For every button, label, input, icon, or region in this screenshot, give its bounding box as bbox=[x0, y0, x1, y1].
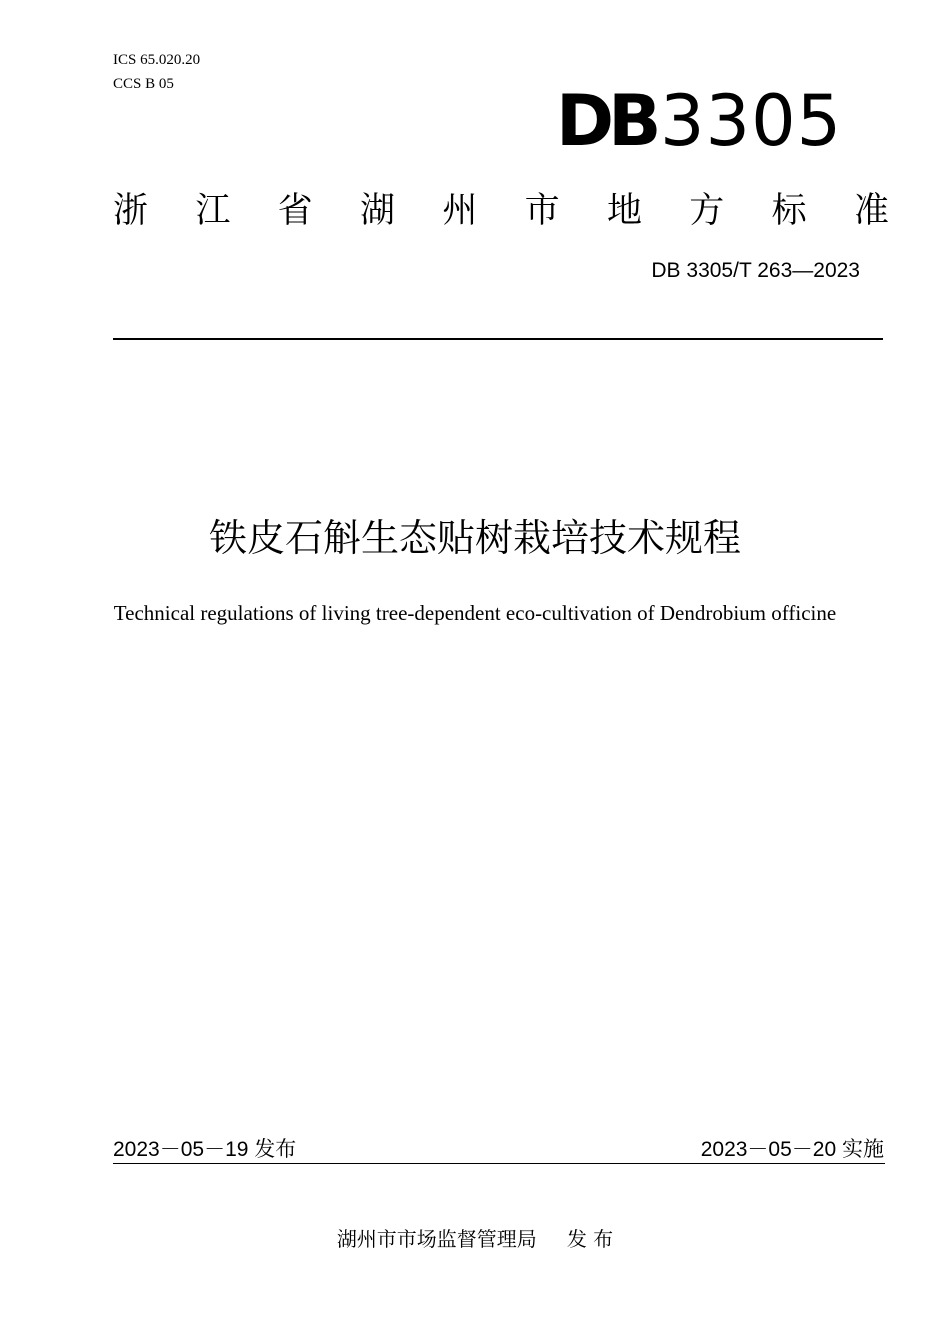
standard-type-char: 方 bbox=[689, 191, 725, 231]
issue-date: 2023－05－19 发布 bbox=[113, 1138, 297, 1161]
document-title-en: Technical regulations of living tree-dependent eco-cultivation of Dendrobium officine bbox=[113, 601, 837, 625]
db-logo-number: 3305 bbox=[660, 80, 843, 162]
implement-date: 2023－05－20 实施 bbox=[700, 1138, 884, 1161]
publisher-action: 发 布 bbox=[566, 1227, 614, 1251]
standard-type-char: 市 bbox=[524, 191, 560, 231]
standard-type-char: 州 bbox=[442, 191, 478, 231]
standard-type-title bbox=[113, 186, 889, 236]
standard-type-char: 浙 bbox=[113, 191, 149, 231]
publisher-line bbox=[0, 1224, 950, 1254]
standard-type-char: 标 bbox=[771, 191, 807, 231]
standard-code: DB 3305/T 263—2023 bbox=[651, 259, 860, 282]
classification-codes bbox=[113, 48, 200, 96]
standard-type-char: 准 bbox=[853, 191, 889, 231]
footer-divider bbox=[113, 1163, 885, 1164]
publisher-name: 湖州市市场监督管理局 bbox=[336, 1227, 537, 1251]
header-divider bbox=[113, 338, 883, 340]
ics-code: ICS 65.020.20 bbox=[113, 52, 201, 68]
standard-type-char: 省 bbox=[277, 191, 313, 231]
standard-type-char: 地 bbox=[606, 191, 642, 231]
document-title-cn: 铁皮石斛生态贴树栽培技术规程 bbox=[208, 516, 741, 560]
db-logo-letters: DB bbox=[556, 80, 656, 162]
ccs-code: CCS B 05 bbox=[113, 76, 174, 92]
standard-type-char: 湖 bbox=[359, 191, 395, 231]
standard-type-char: 江 bbox=[195, 191, 231, 231]
